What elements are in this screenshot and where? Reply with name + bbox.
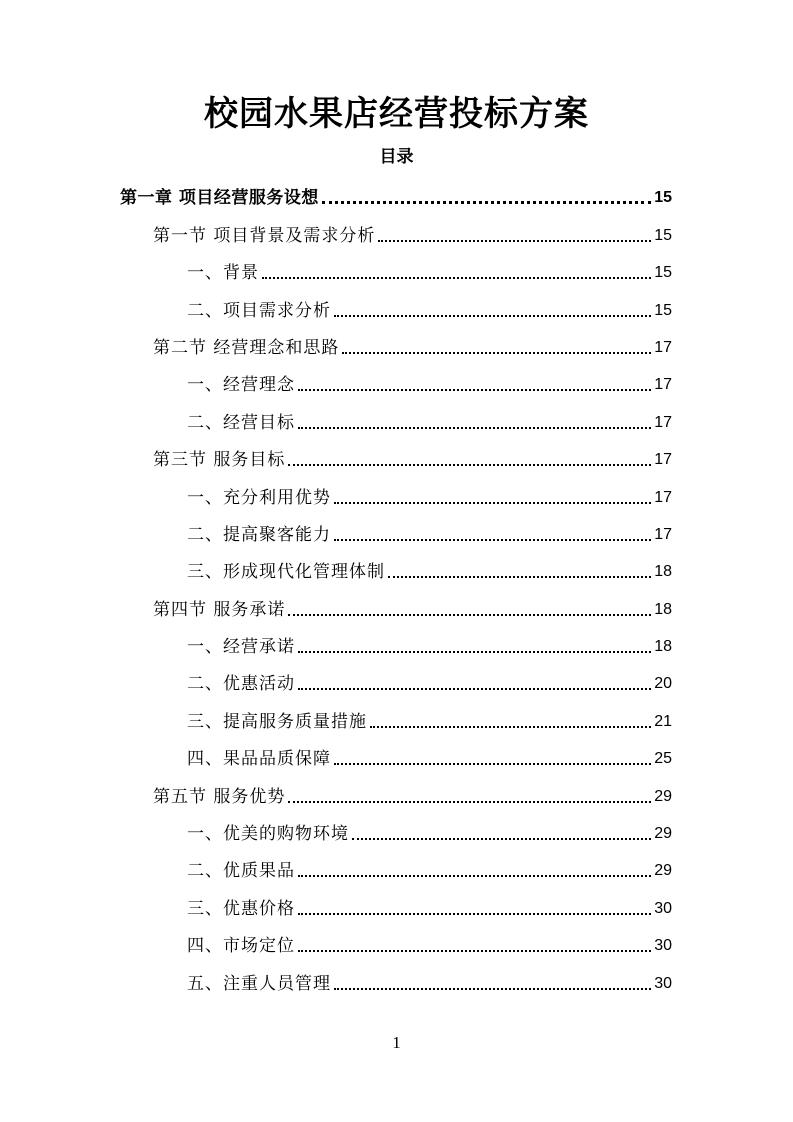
page-number: 1 bbox=[392, 1033, 401, 1052]
toc-entry-page: 29 bbox=[654, 787, 672, 805]
toc-entry-page: 15 bbox=[654, 226, 672, 244]
toc-leader-dots bbox=[342, 352, 651, 354]
toc-leader-dots bbox=[352, 838, 651, 840]
table-of-contents bbox=[0, 176, 793, 999]
toc-entry-label: 第四节 服务承诺 bbox=[153, 599, 286, 620]
toc-heading: 目录 bbox=[379, 147, 414, 167]
toc-entry-label: 二、优惠活动 bbox=[187, 674, 295, 695]
toc-entry-label: 三、提高服务质量措施 bbox=[187, 711, 367, 732]
toc-entry-label: 第二节 经营理念和思路 bbox=[153, 337, 340, 358]
toc-entry-item[interactable] bbox=[0, 737, 793, 774]
toc-leader-dots bbox=[378, 240, 651, 242]
toc-entry-item[interactable] bbox=[0, 961, 793, 998]
toc-entry-page: 18 bbox=[654, 563, 672, 581]
toc-entry-label: 三、形成现代化管理体制 bbox=[187, 562, 385, 583]
toc-entry-item[interactable] bbox=[0, 662, 793, 699]
toc-entry-item[interactable] bbox=[0, 849, 793, 886]
toc-entry-section[interactable] bbox=[0, 587, 793, 624]
toc-entry-item[interactable] bbox=[0, 475, 793, 512]
toc-entry-page: 18 bbox=[654, 638, 672, 656]
toc-entry-label: 四、市场定位 bbox=[187, 936, 295, 957]
toc-entry-item[interactable] bbox=[0, 886, 793, 923]
toc-entry-label: 五、注重人员管理 bbox=[187, 973, 331, 994]
toc-entry-label: 第一节 项目背景及需求分析 bbox=[153, 225, 376, 246]
toc-entry-page: 30 bbox=[654, 974, 672, 992]
toc-entry-item[interactable] bbox=[0, 363, 793, 400]
toc-leader-dots bbox=[298, 651, 651, 653]
toc-leader-dots bbox=[298, 389, 651, 391]
toc-entry-section[interactable] bbox=[0, 438, 793, 475]
toc-leader-dots bbox=[288, 614, 651, 616]
toc-entry-label: 一、充分利用优势 bbox=[187, 487, 331, 508]
toc-entry-page: 25 bbox=[654, 750, 672, 768]
toc-entry-page: 17 bbox=[654, 338, 672, 356]
toc-entry-page: 20 bbox=[654, 675, 672, 693]
toc-entry-item[interactable] bbox=[0, 400, 793, 437]
toc-entry-section[interactable] bbox=[0, 213, 793, 250]
toc-entry-page: 18 bbox=[654, 600, 672, 618]
toc-entry-item[interactable] bbox=[0, 699, 793, 736]
toc-entry-label: 一、背景 bbox=[187, 263, 259, 284]
toc-entry-label: 二、项目需求分析 bbox=[187, 300, 331, 321]
toc-leader-dots bbox=[298, 950, 651, 952]
toc-entry-label: 第五节 服务优势 bbox=[153, 786, 286, 807]
toc-entry-page: 30 bbox=[654, 899, 672, 917]
toc-leader-dots bbox=[334, 502, 651, 504]
toc-entry-page: 17 bbox=[654, 488, 672, 506]
toc-entry-item[interactable] bbox=[0, 251, 793, 288]
toc-leader-dots bbox=[334, 539, 651, 541]
toc-leader-dots bbox=[334, 988, 651, 990]
toc-leader-dots bbox=[298, 875, 651, 877]
toc-entry-page: 17 bbox=[654, 413, 672, 431]
document-title: 校园水果店经营投标方案 bbox=[204, 94, 589, 134]
toc-entry-page: 17 bbox=[654, 376, 672, 394]
toc-entry-page: 30 bbox=[654, 937, 672, 955]
toc-entry-item[interactable] bbox=[0, 625, 793, 662]
toc-entry-page: 29 bbox=[654, 825, 672, 843]
toc-entry-page: 21 bbox=[654, 712, 672, 730]
toc-entry-label: 一、经营理念 bbox=[187, 375, 295, 396]
toc-entry-item[interactable] bbox=[0, 924, 793, 961]
toc-entry-section[interactable] bbox=[0, 326, 793, 363]
toc-entry-item[interactable] bbox=[0, 288, 793, 325]
toc-leader-dots bbox=[262, 277, 651, 279]
toc-entry-label: 一、经营承诺 bbox=[187, 637, 295, 658]
toc-entry-page: 17 bbox=[654, 525, 672, 543]
toc-entry-page: 29 bbox=[654, 862, 672, 880]
toc-leader-dots bbox=[334, 315, 651, 317]
toc-leader-dots bbox=[322, 201, 651, 204]
toc-entry-item[interactable] bbox=[0, 550, 793, 587]
toc-entry-label: 第一章 项目经营服务设想 bbox=[120, 188, 319, 209]
toc-leader-dots bbox=[298, 427, 651, 429]
toc-leader-dots bbox=[334, 763, 651, 765]
toc-entry-page: 15 bbox=[654, 301, 672, 319]
toc-leader-dots bbox=[298, 688, 651, 690]
toc-entry-label: 第三节 服务目标 bbox=[153, 450, 286, 471]
toc-entry-label: 二、优质果品 bbox=[187, 861, 295, 882]
toc-entry-label: 二、提高聚客能力 bbox=[187, 524, 331, 545]
toc-entry-label: 四、果品品质保障 bbox=[187, 749, 331, 770]
toc-leader-dots bbox=[298, 913, 651, 915]
toc-entry-item[interactable] bbox=[0, 812, 793, 849]
toc-leader-dots bbox=[288, 801, 651, 803]
toc-entry-section[interactable] bbox=[0, 774, 793, 811]
toc-entry-chapter-1[interactable] bbox=[0, 176, 793, 213]
toc-leader-dots bbox=[370, 726, 651, 728]
toc-entry-label: 三、优惠价格 bbox=[187, 898, 295, 919]
toc-entry-page: 17 bbox=[654, 451, 672, 469]
toc-entry-label: 二、经营目标 bbox=[187, 412, 295, 433]
toc-entry-item[interactable] bbox=[0, 513, 793, 550]
toc-entry-page: 15 bbox=[654, 189, 672, 207]
toc-leader-dots bbox=[388, 576, 651, 578]
toc-entry-page: 15 bbox=[654, 264, 672, 282]
toc-entry-label: 一、优美的购物环境 bbox=[187, 824, 349, 845]
toc-leader-dots bbox=[288, 464, 651, 466]
